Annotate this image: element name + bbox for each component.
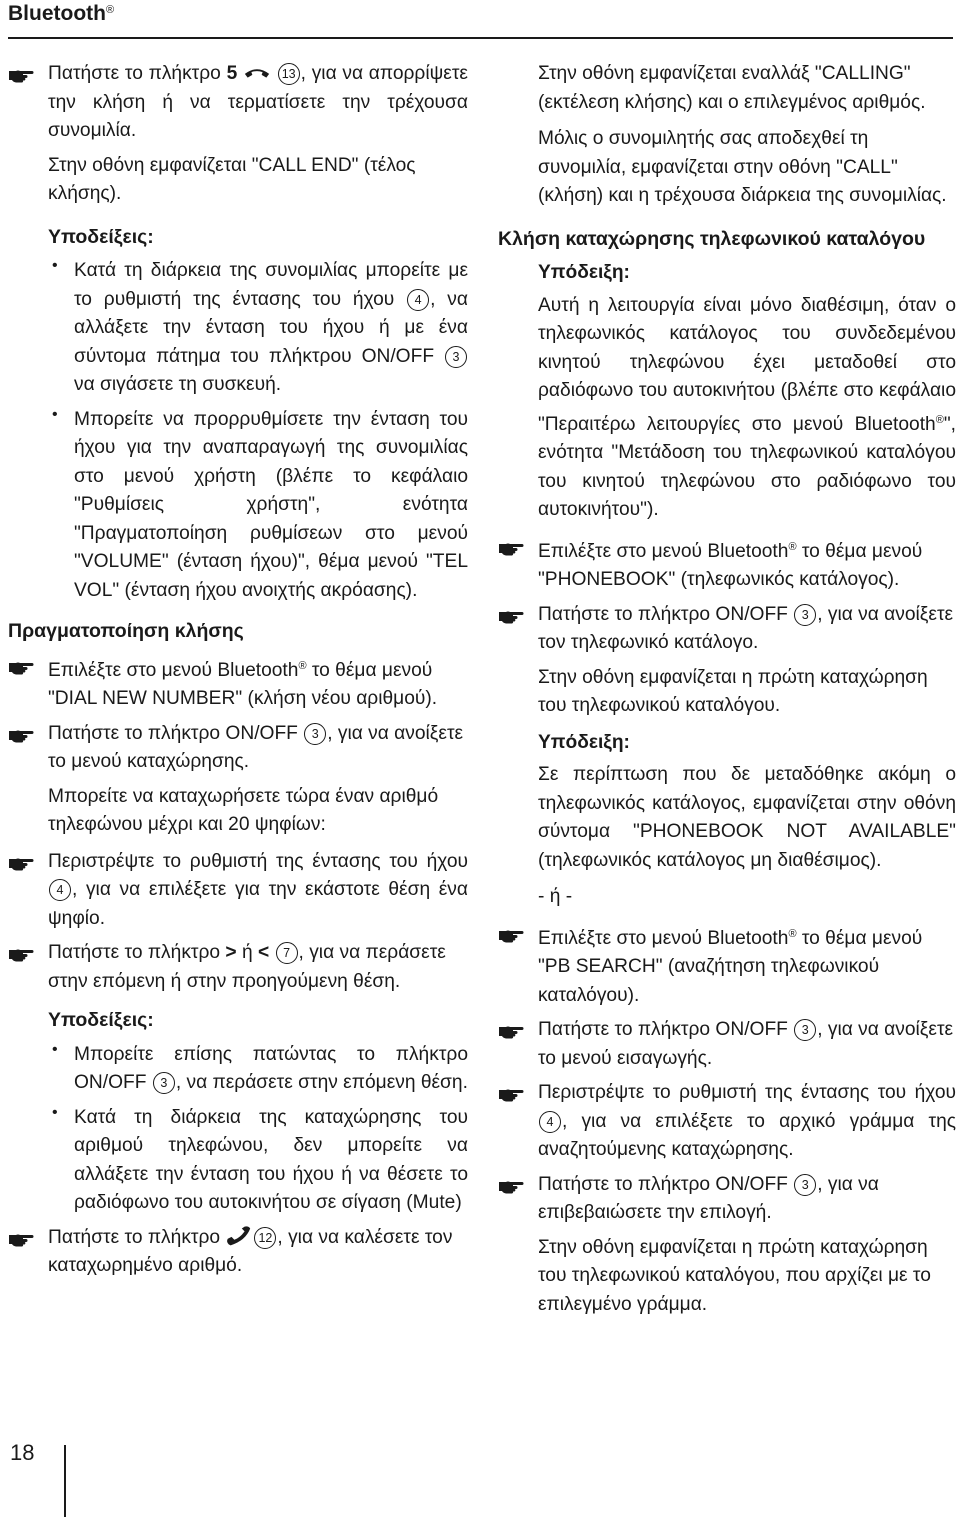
bullet-dot: • (52, 1040, 58, 1058)
hand-pointer-icon (8, 660, 34, 676)
step-select-phonebook: Επιλέξτε στο μενού Bluetooth® το θέμα μενού "PHONEBOOK" (τηλεφωνικός κατάλογος). (498, 533, 956, 595)
step-hang-up (8, 60, 468, 146)
page-number: 18 (10, 1440, 35, 1465)
call-end-note: Στην οθόνη εμφανίζεται "CALL END" (τέλος κλήσης). (48, 154, 416, 204)
step-rotate-letter: Περιστρέψτε το ρυθμιστή της έντασης του ήχου 4 , για να επιλέξετε το αρχικό γράμμα της αναζητούμενης καταχώρησης. (498, 1079, 956, 1165)
hand-pointer-icon (8, 856, 34, 872)
hand-pointer-icon (498, 928, 524, 944)
step-dial: Πατήστε το πλήκτρο 12 , για να καλέσετε τον καταχωρημένο αριθμό. (8, 1224, 468, 1281)
step-select-dial: Επιλέξτε στο μενού Bluetooth® το θέμα μενού "DIAL NEW NUMBER" (κλήση νέου αριθμού). (8, 652, 468, 714)
key-badge: 12 (254, 1227, 276, 1249)
hand-pointer-icon (8, 1232, 34, 1248)
footer-divider (64, 1445, 66, 1517)
page-header (8, 0, 114, 28)
hand-pointer-icon (8, 68, 34, 84)
step-move-position: Πατήστε το πλήκτρο > ή < 7 , για να περάσετε στην επόμενη ή στην προηγούμενη θέση. (8, 939, 468, 996)
bullet-dot: • (52, 257, 58, 274)
entry-note: Μπορείτε να καταχωρήσετε τώρα έναν αριθμό τηλεφώνου μέχρι και 20 ψηφίων: (48, 785, 439, 835)
key-badge: 13 (278, 63, 300, 85)
hint-bullet: • Κατά τη διάρκεια της καταχώρησης του αριθμού τηλεφώνου, δεν μπορείτε να αλλάξετε την ένταση του ήχου ή να θέσετε το ραδιόφωνο του αυτοκινήτου σε σίγαση (Mute) (52, 1103, 468, 1213)
registered-mark: ® (105, 4, 115, 16)
header-divider (8, 37, 953, 39)
key-badge: 3 (794, 1174, 816, 1196)
hint-heading: Υπόδειξη: (538, 731, 630, 753)
key-badge: 3 (153, 1072, 175, 1094)
key-badge: 3 (794, 604, 816, 626)
hand-pointer-icon (8, 947, 34, 963)
left-column (8, 60, 468, 1287)
bullet-dot: • (52, 1103, 58, 1121)
hand-pointer-icon (498, 1087, 524, 1103)
call-note: Μόλις ο συνομιλητής σας αποδεχθεί τη συνομιλία, εμφανίζεται στην οθόνη "CALL" (κλήση) και η τρέχουσα διάρκεια της συνομιλίας. (538, 128, 947, 206)
right-column (498, 60, 956, 1327)
hint-text: Σε περίπτωση που δε μεταδόθηκε ακόμη ο τηλεφωνικός κατάλογος, εμφανίζεται στην οθόνη σύντομα "PHONEBOOK NOT AVAILABLE" (τηλεφωνικός κατάλογος μη διαθέσιμος). (538, 764, 956, 871)
hint-heading: Υπόδειξη: (538, 262, 630, 283)
hand-pointer-icon (498, 1179, 524, 1195)
phone-hang-up-icon (243, 65, 271, 81)
step-confirm: Πατήστε το πλήκτρο ON/OFF 3 , για να επιβεβαιώσετε την επιλογή. (498, 1171, 956, 1228)
calling-note: Στην οθόνη εμφανίζεται εναλλάξ "CALLING" (εκτέλεση κλήσης) και ο επιλεγμένος αριθμός. (538, 63, 926, 113)
first-entry-note: Στην οθόνη εμφανίζεται η πρώτη καταχώρηση του τηλεφωνικού καταλόγου. (538, 666, 928, 716)
step-open-input: Πατήστε το πλήκτρο ON/OFF 3 , για να ανοίξετε το μενού εισαγωγής. (498, 1016, 956, 1073)
key-badge: 3 (304, 723, 326, 745)
key-badge: 4 (539, 1111, 561, 1133)
hand-pointer-icon (498, 541, 524, 557)
step-open-entry: Πατήστε το πλήκτρο ON/OFF 3 , για να ανοίξετε το μενού καταχώρησης. (8, 720, 468, 777)
step-rotate: Περιστρέψτε το ρυθμιστή της έντασης του ήχου 4 , για να επιλέξετε για την εκάστοτε θέση ένα ψηφίο. (8, 848, 468, 934)
phone-call-icon (225, 1225, 253, 1247)
key-badge: 4 (49, 879, 71, 901)
search-result-note: Στην οθόνη εμφανίζεται η πρώτη καταχώρηση του τηλεφωνικού καταλόγου, που αρχίζει με το επιλεγμένο γράμμα. (538, 1236, 931, 1315)
bullet-dot: • (52, 405, 58, 423)
hand-pointer-icon (498, 1024, 524, 1040)
hint-text: Αυτή η λειτουργία είναι μόνο διαθέσιμη, όταν ο τηλεφωνικός κατάλογος του συνδεδεμένου κινητού τηλεφώνου έχει μεταδοθεί στο ραδιόφωνο του αυτοκινήτου (βλέπε στο κεφάλαιο "Περαιτέρω λειτουργίες στο μενού Bluetooth®", ενότητα "Μετάδοση του τηλεφωνικού καταλόγου του κινητού τηλεφώνου στο ραδιόφωνο του αυτοκινήτου"). (538, 294, 956, 520)
section-title: Bluetooth (8, 2, 106, 25)
making-call-heading: Πραγματοποίηση κλήσης (8, 620, 244, 642)
hand-pointer-icon (498, 609, 524, 625)
step-text: Πατήστε το πλήκτρο 5 13 , για να απορρίψετε την κλήση ή να τερματίσετε την τρέχουσα συνομιλία. (48, 63, 468, 141)
step-select-search: Επιλέξτε στο μενού Bluetooth® το θέμα μενού "PB SEARCH" (αναζήτηση τηλεφωνικού καταλόγου). (498, 920, 956, 1011)
step-open-phonebook: Πατήστε το πλήκτρο ON/OFF 3 , για να ανοίξετε τον τηλεφωνικό κατάλογο. (498, 601, 956, 658)
hint-bullet: • Μπορείτε επίσης πατώντας το πλήκτρο ON/OFF 3 , να περάσετε στην επόμενη θέση. (52, 1040, 468, 1093)
key-badge: 7 (276, 942, 298, 964)
hand-pointer-icon (8, 728, 34, 744)
hints-heading: Υποδείξεις: (48, 1009, 154, 1031)
or-separator: - ή - (538, 886, 573, 907)
key-badge: 4 (407, 289, 429, 311)
key-badge: 3 (445, 346, 467, 368)
hint-bullet: • Κατά τη διάρκεια της συνομιλίας μπορείτε με το ρυθμιστή της έντασης του ήχου 4 , να αλλάξετε την ένταση του ήχου ή με ένα σύντομα πάτημα του πλήκτρου ON/OFF 3 να σιγάσετε τη συσκευή. (52, 257, 468, 395)
key-badge: 3 (794, 1019, 816, 1041)
next-arrow-icon: > (225, 942, 237, 963)
hints-heading: Υποδείξεις: (48, 225, 154, 248)
hint-bullet: • Μπορείτε να προρρυθμίσετε την ένταση του ήχου για την αναπαραγωγή της συνομιλίας στο μενού χρήστη (βλέπε το κεφάλαιο "Ρυθμίσεις χρήστη", ενότητα "Πραγματοποίηση ρυθμίσεων στο μενού "VOLUME" (ένταση ήχου)", θέμα μενού "TEL VOL" (ένταση ήχου ανοιχτής ακρόασης). (52, 405, 468, 601)
key-number: 5 (226, 63, 238, 84)
prev-arrow-icon: < (257, 942, 270, 963)
phonebook-heading: Κλήση καταχώρησης τηλεφωνικού καταλόγου (498, 227, 926, 250)
